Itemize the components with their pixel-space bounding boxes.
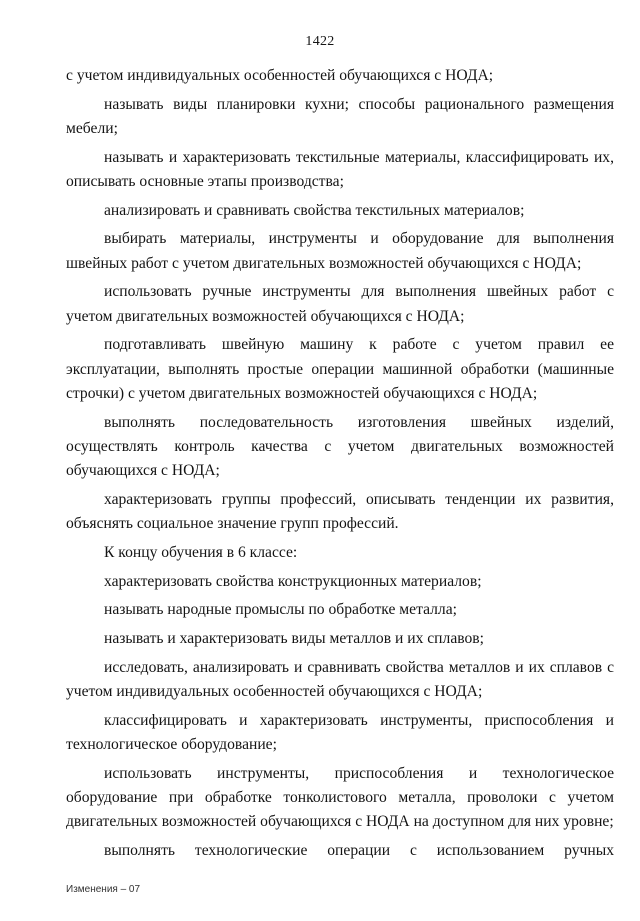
paragraph-kitchen-layout: называть виды планировки кухни; способы рационального размещения мебели;	[66, 95, 614, 137]
paragraph-operations: выполнять технологические операции с использованием ручных	[104, 841, 614, 859]
paragraph-textile-materials: называть и характеризовать текстильные материалы, классифицировать их, описывать основные этапы производства;	[66, 148, 614, 190]
paragraph-metal-properties: исследовать, анализировать и сравнивать свойства металлов и их сплавов с учетом индивидуальных особенностей обучающихся с НОДА;	[66, 658, 614, 700]
paragraph-hand-tools: использовать ручные инструменты для выполнения швейных работ с учетом двигательных возможностей обучающихся с НОДА;	[66, 283, 614, 325]
paragraph-grade6-heading: К концу обучения в 6 классе:	[104, 543, 298, 561]
document-body	[66, 64, 614, 863]
paragraph-sewing-sequence: выполнять последовательность изготовления швейных изделий, осуществлять контроль качества с учетом двигательных возможностей обучающихся с НОДА;	[66, 413, 614, 480]
footer-revision: Изменения – 07	[66, 884, 141, 895]
paragraph-construction-materials: характеризовать свойства конструкционных материалов;	[104, 572, 482, 590]
paragraph-classify-tools: классифицировать и характеризовать инструменты, приспособления и технологическое оборудование;	[66, 711, 614, 753]
paragraph-professions: характеризовать группы профессий, описывать тенденции их развития, объяснять социальное значение групп профессий.	[66, 490, 614, 533]
paragraph-folk-crafts: называть народные промыслы по обработке металла;	[104, 601, 457, 619]
paragraph-use-tools: использовать инструменты, приспособления и технологическое оборудование при обработке тонколистового металла, проволоки с учетом двигательных возможностей обучающихся с НОДА на доступном для них уровне;	[66, 764, 614, 831]
paragraph-continuation: с учетом индивидуальных особенностей обучающихся с НОДА;	[66, 67, 494, 84]
paragraph-sewing-machine: подготавливать швейную машину к работе с учетом правил ее эксплуатации, выполнять простые операции машинной обработки (машинные строчки) с учетом двигательных возможностей обучающихся с НОДА;	[66, 336, 614, 402]
paragraph-metal-types: называть и характеризовать виды металлов и их сплавов;	[104, 629, 484, 647]
page-number: 1422	[305, 34, 335, 49]
paragraph-analyze-textiles: анализировать и сравнивать свойства текстильных материалов;	[104, 201, 525, 219]
paragraph-choose-materials: выбирать материалы, инструменты и оборудование для выполнения швейных работ с учетом двигательных возможностей обучающихся с НОДА;	[66, 230, 614, 272]
